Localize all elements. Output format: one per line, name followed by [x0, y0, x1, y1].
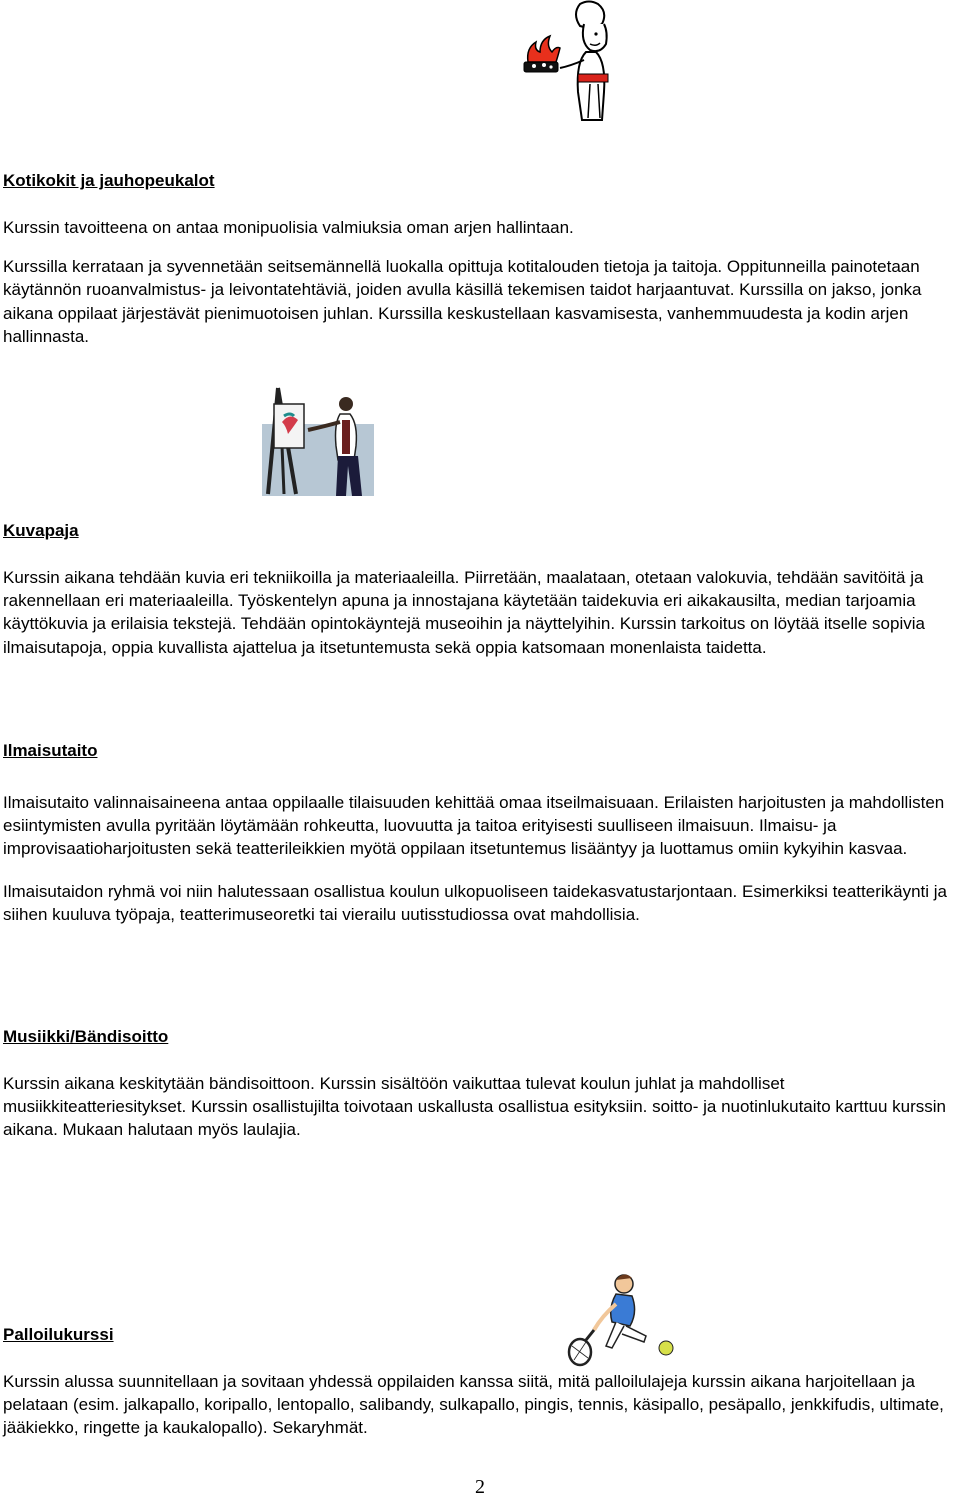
section-body-ilmaisutaito — [3, 791, 953, 926]
section-body-musiikki — [3, 1072, 953, 1142]
section-title-ilmaisutaito: Ilmaisutaito — [3, 741, 98, 760]
section-title-kuvapaja: Kuvapaja — [3, 521, 79, 540]
page-number: 2 — [475, 1476, 485, 1498]
paragraph: Kurssin aikana tehdään kuvia eri tekniikoilla ja materiaaleilla. Piirretään, maalataan, otetaan valokuvia, tehdään savitöitä ja rakennellaan eri materiaaleilla. Työskentelyn apuna ja innostajana käytetään taidekuvia eri aikakausilta, median tarjoamia käyttökuvia ja erilaisia tekstejä. Tehdään opintokäyntejä museoihin ja näyttelyihin. Kurssin tarkoitus on löytää itselle sopivia ilmaisutapoja, oppia kuvallista ajattelua ja itsetuntemusta sekä oppia katsomaan monenlaista taidetta. — [3, 568, 925, 657]
section-title-kotikokit: Kotikokit ja jauhopeukalot — [3, 171, 215, 190]
chef-clipart-icon — [520, 0, 630, 125]
tennis-player-clipart-icon — [566, 1270, 676, 1370]
paragraph: Kurssilla kerrataan ja syvennetään seitsemännellä luokalla opittuja kotitalouden tietoja ja taitoja. Oppitunneilla painotetaan käytännön ruoanvalmistus- ja leivontatehtäviä, joiden avulla käsillä tekemisen taidot harjaantuvat. Kurssilla on jakso, jonka aikana oppilaat järjestävät pienimuotoisen juhlan. Kurssilla keskustellaan kasvamisesta, vanhemmuudesta ja kodin arjen hallinnasta. — [3, 257, 922, 346]
section-title-palloilukurssi: Palloilukurssi — [3, 1325, 114, 1344]
paragraph: Kurssin alussa suunnitellaan ja sovitaan yhdessä oppilaiden kanssa siitä, mitä palloilulajeja kurssin aikana harjoitellaan ja pelataan (esim. jalkapallo, koripallo, lentopallo, salibandy, sulkapallo, pingis, tennis, käsipallo, pesäpallo, jenkkifudis, ultimate, jääkiekko, ringette ja kaukalopallo). Sekaryhmät. — [3, 1372, 944, 1438]
section-body-kotikokit — [3, 216, 953, 348]
paragraph: Ilmaisutaidon ryhmä voi niin halutessaan osallistua koulun ulkopuoliseen taidekasvatustarjontaan. Esimerkiksi teatterikäynti ja siihen kuuluva työpaja, teatterimuseoretki tai vierailu uutisstudiossa ovat mahdollisia. — [3, 881, 948, 924]
paragraph: Kurssin aikana keskitytään bändisoittoon. Kurssin sisältöön vaikuttaa tulevat koulun juhlat ja mahdolliset musiikkiteatteriesitykset. Kurssin osallistujilta toivotaan uskallusta osallistua esityksiin. soitto- ja nuotinlukutaito karttuu kurssin aikana. Mukaan halutaan myös laulajia. — [3, 1074, 946, 1140]
painter-at-easel-clipart-icon — [262, 386, 374, 496]
section-body-kuvapaja — [3, 566, 953, 659]
paragraph: Ilmaisutaito valinnaisaineena antaa oppilaalle tilaisuuden kehittää omaa itseilmaisuaan. Erilaisten harjoitusten ja mahdollisten esiintymisten avulla pyritään löytämään rohkeutta, luovuutta ja taitoa erityisesti suulliseen ilmaisuun. Ilmaisu- ja improvisaatioharjoitusten sekä teatterileikkien myötä oppilaan itsetuntemus lisääntyy ja luottamus omiin kykyihin kasvaa. — [3, 793, 945, 859]
section-title-musiikki: Musiikki/Bändisoitto — [3, 1027, 169, 1046]
paragraph: Kurssin tavoitteena on antaa monipuolisia valmiuksia oman arjen hallintaan. — [3, 218, 574, 237]
section-body-palloilukurssi — [3, 1370, 953, 1440]
